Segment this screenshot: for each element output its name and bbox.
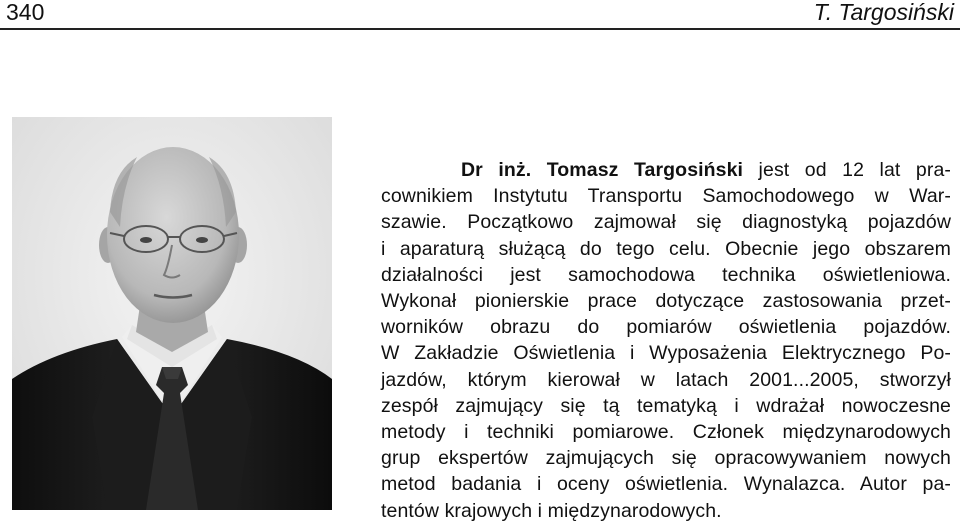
bio-line: szawie. Początkowo zajmował się diagnostyką pojazdów <box>381 211 951 234</box>
bio-line: działalności jest samochodowa technika oświetleniowa. <box>381 263 951 286</box>
author-name: Dr inż. Tomasz Targosiński <box>461 159 744 181</box>
author-portrait <box>12 117 332 510</box>
bio-line: worników obrazu do pomiarów oświetlenia pojazdów. <box>381 316 951 339</box>
bio-line: cownikiem Instytutu Transportu Samochodowego w War- <box>381 185 951 208</box>
running-head-author: T. Targosiński <box>813 0 954 25</box>
bio-line: W Zakładzie Oświetlenia i Wyposażenia Elektrycznego Po- <box>381 342 951 365</box>
bio-line: jazdów, którym kierował w latach 2001...2005, stworzył <box>381 368 951 391</box>
page-header <box>0 0 960 30</box>
bio-line: i aparaturą służącą do tego celu. Obecnie jego obszarem <box>381 237 951 260</box>
header-rule <box>0 28 960 30</box>
bio-line: tentów krajowych i międzynarodowych. <box>381 499 722 522</box>
bio-line: Wykonał pionierskie prace dotyczące zastosowania przet- <box>381 290 951 313</box>
author-biography <box>381 157 951 524</box>
bio-line: zespół zajmujący się tą tematyką i wdrażał nowoczesne <box>381 394 951 417</box>
bio-line: metod badania i oceny oświetlenia. Wynalazca. Autor pa- <box>381 473 951 496</box>
bio-line: metody i techniki pomiarowe. Członek międzynarodowych <box>381 421 951 444</box>
bio-line: Dr inż. Tomasz Targosiński jest od 12 lat pra- <box>461 159 951 181</box>
page-number: 340 <box>6 0 45 25</box>
bio-line: grup ekspertów zajmujących się opracowywaniem nowych <box>381 447 951 470</box>
